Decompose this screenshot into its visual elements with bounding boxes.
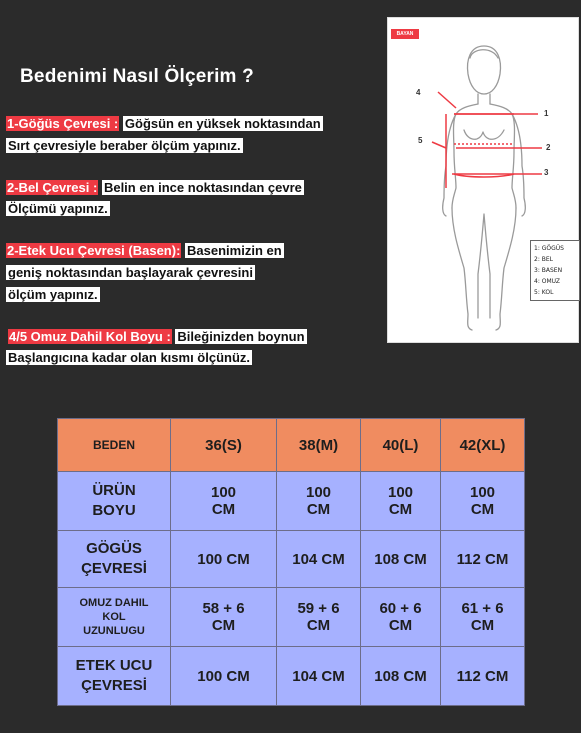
- table-cell: 100 CM: [441, 472, 525, 531]
- table-cell: 60 + 6 CM: [361, 588, 441, 647]
- instruction-2-label: 2-Bel Çevresi :: [7, 180, 98, 195]
- table-row: [58, 531, 525, 588]
- instruction-4-text: Bileğinizden boynun: [177, 329, 305, 344]
- header-cell-36s: 36(S): [171, 419, 277, 472]
- table-cell: 61 + 6 CM: [441, 588, 525, 647]
- table-cell: 100 CM: [171, 531, 277, 588]
- instruction-3-text: Basenimizin en: [187, 243, 282, 258]
- table-cell: 100 CM: [171, 647, 277, 706]
- row-label-omuz-dahil-kol-uzunlugu: OMUZ DAHIL KOL UZUNLUGU: [58, 588, 171, 647]
- page-title: Bedenimi Nasıl Ölçerim ?: [20, 66, 254, 87]
- instruction-1-line-1: [6, 115, 323, 132]
- instruction-3-line-3: ölçüm yapınız.: [8, 287, 98, 302]
- marker-5: 5: [418, 136, 423, 145]
- marker-2: 2: [546, 143, 551, 152]
- header-cell-beden: BEDEN: [58, 419, 171, 472]
- table-cell: 59 + 6 CM: [277, 588, 361, 647]
- table-cell: 112 CM: [441, 531, 525, 588]
- table-cell: 104 CM: [277, 647, 361, 706]
- header-cell-40l: 40(L): [361, 419, 441, 472]
- table-cell: 100 CM: [361, 472, 441, 531]
- size-table: [57, 418, 525, 706]
- table-cell: 112 CM: [441, 647, 525, 706]
- table-row: [58, 472, 525, 531]
- instruction-2-text: Belin en ince noktasından çevre: [103, 180, 302, 195]
- instruction-3-line-1: [6, 242, 284, 259]
- table-cell: 108 CM: [361, 531, 441, 588]
- row-label-gogus-cevresi: GÖGÜS ÇEVRESİ: [58, 531, 171, 588]
- instruction-4-label: 4/5 Omuz Dahil Kol Boyu :: [9, 329, 171, 344]
- row-label-etek-ucu-cevresi: ETEK UCU ÇEVRESİ: [58, 647, 171, 706]
- row-label-urun-boyu: ÜRÜN BOYU: [58, 472, 171, 531]
- instruction-4-line-2: Başlangıcına kadar olan kısmı ölçünüz.: [8, 350, 251, 365]
- table-cell: 104 CM: [277, 531, 361, 588]
- instruction-1-label: 1-Göğüs Çevresi :: [7, 116, 119, 131]
- table-row: [58, 647, 525, 706]
- table-cell: 108 CM: [361, 647, 441, 706]
- figure-badge: BAYAN: [391, 29, 419, 39]
- instruction-1-text: Göğsün en yüksek noktasından: [124, 116, 321, 131]
- table-cell: 58 + 6 CM: [171, 588, 277, 647]
- body-measurement-figure: [387, 17, 579, 343]
- instruction-2-line-2: Ölçümü yapınız.: [8, 201, 108, 216]
- marker-1: 1: [544, 109, 549, 118]
- instruction-2-line-1: [6, 179, 304, 196]
- table-cell: 100 CM: [171, 472, 277, 531]
- marker-3: 3: [544, 168, 549, 177]
- table-row: [58, 588, 525, 647]
- table-header-row: [58, 419, 525, 472]
- header-cell-42xl: 42(XL): [441, 419, 525, 472]
- instruction-4-line-1: [8, 328, 307, 345]
- table-cell: 100 CM: [277, 472, 361, 531]
- header-cell-38m: 38(M): [277, 419, 361, 472]
- marker-4: 4: [416, 88, 421, 97]
- instruction-3-line-2: geniş noktasından başlayarak çevresini: [8, 265, 253, 280]
- instruction-1-line-2: Sırt çevresiyle beraber ölçüm yapınız.: [8, 138, 241, 153]
- figure-legend: 1: GÖGÜS 2: BEL 3: BASEN 4: OMUZ 5: KOL: [530, 240, 580, 301]
- instruction-3-label: 2-Etek Ucu Çevresi (Basen):: [7, 243, 181, 258]
